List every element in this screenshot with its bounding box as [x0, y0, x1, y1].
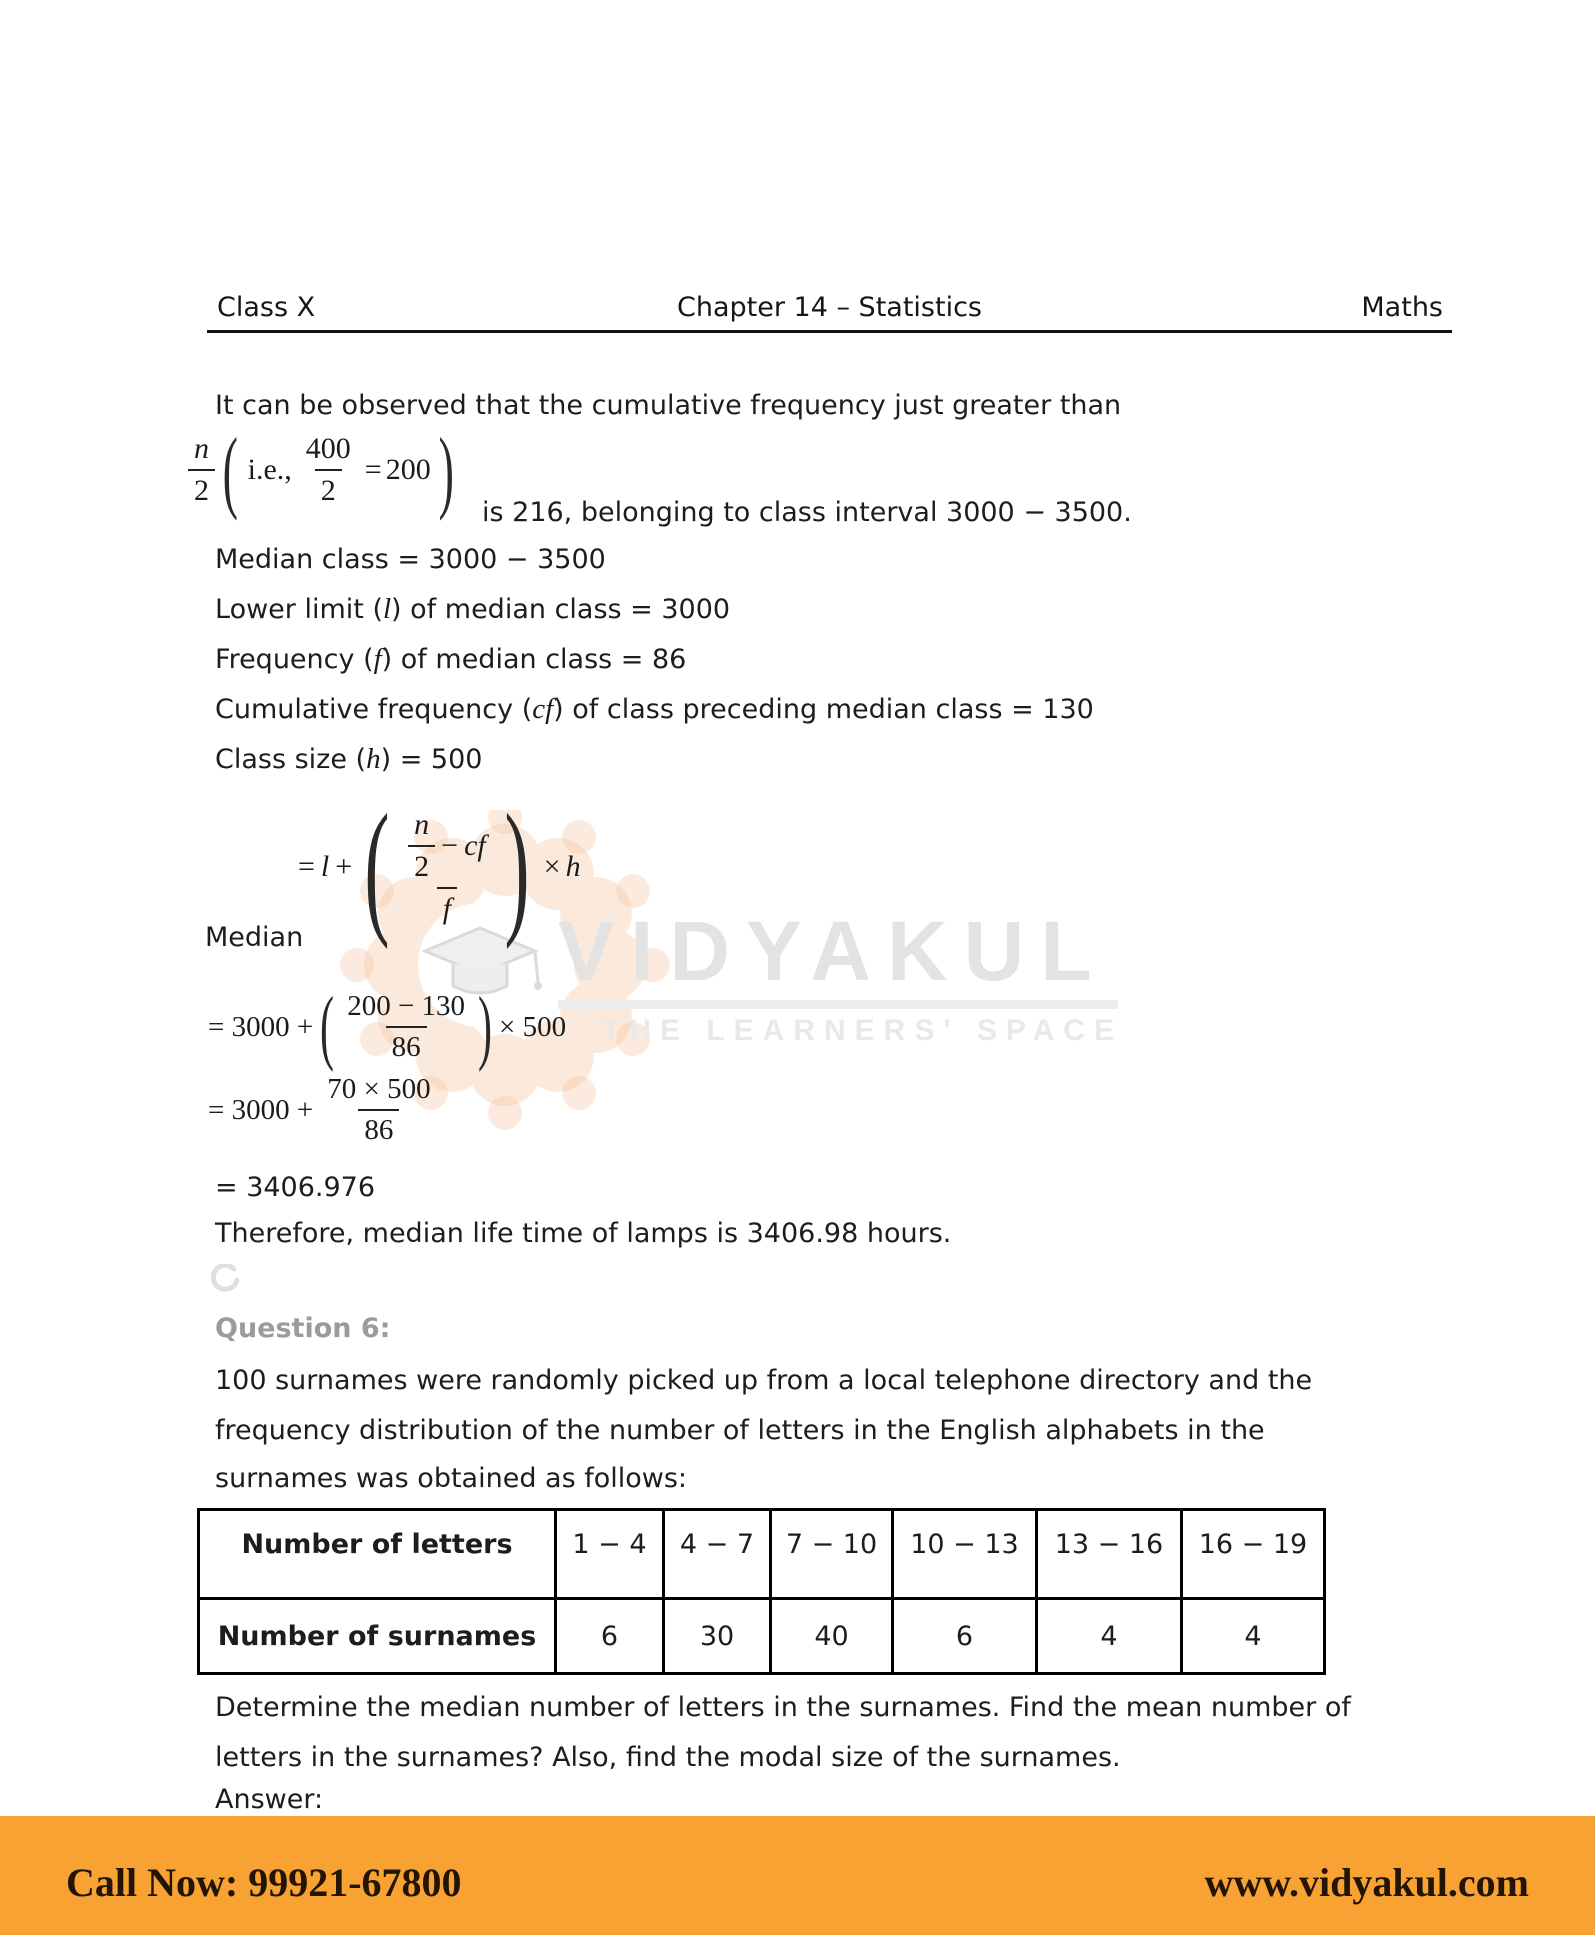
- times-sign: ×: [543, 850, 561, 883]
- left-paren: (: [222, 418, 238, 521]
- question-line-3: surnames was obtained as follows:: [215, 1463, 688, 1494]
- after-formula-text: is 216, belonging to class interval 3000 − 3500.: [482, 497, 1132, 528]
- math-var-l: l: [320, 850, 330, 883]
- right-paren: ): [504, 784, 530, 950]
- math-den-2: 2: [408, 845, 435, 884]
- crescent-mark-icon: [208, 1264, 242, 1302]
- fraction-200-130-86: [341, 990, 471, 1064]
- minus-sign: −: [441, 829, 459, 862]
- math-var-n: n: [414, 808, 430, 841]
- median-formula: [298, 784, 581, 950]
- math-var-cf: cf: [464, 829, 486, 862]
- watermark-underline: [558, 1000, 1118, 1009]
- calc2-denominator: 86: [358, 1109, 399, 1147]
- math-ie: i.e.,: [247, 453, 292, 486]
- fraction-70x500-86: [321, 1073, 436, 1147]
- median-label: Median: [205, 922, 304, 953]
- statement-lower-limit: Lower limit (l) of median class = 3000: [215, 593, 731, 625]
- fraction-n-2: [188, 432, 215, 508]
- table-interval: 10 − 13: [891, 1511, 1035, 1597]
- calc1-times-500: × 500: [499, 1010, 567, 1043]
- statement-class-size: Class size (h) = 500: [215, 743, 483, 775]
- math-equals: =: [364, 453, 382, 486]
- watermark-brand-text: VIDYAKUL: [558, 904, 1108, 998]
- header-rule: [207, 330, 1452, 333]
- question-heading: Question 6:: [215, 1313, 391, 1344]
- conclusion-line: Therefore, median life time of lamps is 3406.98 hours.: [215, 1218, 952, 1249]
- math-num-400: 400: [305, 432, 351, 465]
- calc-step-2: [208, 1068, 437, 1152]
- result-line: = 3406.976: [215, 1172, 376, 1203]
- watermark-tagline-text: THE LEARNERS' SPACE: [602, 1014, 1123, 1047]
- question-line-2: frequency distribution of the number of letters in the English alphabets in the: [215, 1415, 1265, 1446]
- calc-step-1: [208, 980, 567, 1074]
- table-value: 6: [891, 1597, 1035, 1672]
- right-paren: ): [478, 980, 493, 1074]
- table-interval: 7 − 10: [769, 1511, 891, 1597]
- table-interval: 16 − 19: [1180, 1511, 1323, 1597]
- formula-n-over-2: [188, 418, 461, 521]
- inner-fraction-n-2: [408, 808, 435, 884]
- footer-phone: Call Now: 99921-67800: [66, 1860, 462, 1905]
- intro-line: It can be observed that the cumulative frequency just greater than: [215, 390, 1122, 421]
- math-den-2b: 2: [315, 469, 342, 508]
- right-paren: ): [438, 418, 454, 521]
- math-var-n: n: [194, 432, 209, 465]
- left-paren: (: [364, 784, 390, 950]
- statement-cumulative-frequency: Cumulative frequency (cf) of class preceding median class = 130: [215, 693, 1094, 725]
- closing-line-1: Determine the median number of letters in the surnames. Find the mean number of: [215, 1692, 1351, 1723]
- math-val-200: 200: [385, 453, 431, 486]
- fraction-400-2: [300, 432, 357, 508]
- calc2-numerator: 70 × 500: [327, 1073, 431, 1105]
- table-value: 40: [769, 1597, 891, 1672]
- statement-frequency: Frequency (f) of median class = 86: [215, 643, 687, 675]
- table-interval: 4 − 7: [662, 1511, 769, 1597]
- math-var-h: h: [565, 850, 581, 883]
- table-header-letters: Number of letters: [200, 1511, 554, 1597]
- answer-label: Answer:: [215, 1784, 324, 1815]
- table-interval: 13 − 16: [1035, 1511, 1180, 1597]
- table-value: 4: [1035, 1597, 1180, 1672]
- header-subject: Maths: [1361, 292, 1443, 323]
- header-class: Class X: [217, 292, 316, 323]
- table-value: 6: [554, 1597, 662, 1672]
- calc1-numerator: 200 − 130: [347, 990, 466, 1022]
- statement-median-class: Median class = 3000 − 3500: [215, 544, 606, 575]
- header-chapter-title: Chapter 14 – Statistics: [677, 292, 982, 323]
- closing-line-2: letters in the surnames? Also, find the modal size of the surnames.: [215, 1742, 1121, 1773]
- table-header-surnames: Number of surnames: [200, 1597, 554, 1672]
- table-interval: 1 − 4: [554, 1511, 662, 1597]
- question-line-1: 100 surnames were randomly picked up from a local telephone directory and the: [215, 1365, 1313, 1396]
- plus-sign: +: [335, 850, 353, 883]
- math-var-f: f: [437, 887, 457, 926]
- math-den-2: 2: [188, 469, 215, 508]
- frequency-table: [197, 1508, 1326, 1675]
- table-value: 30: [662, 1597, 769, 1672]
- outer-fraction: [402, 808, 492, 926]
- calc1-denominator: 86: [386, 1026, 427, 1064]
- eq-sign: =: [298, 850, 315, 883]
- left-paren: (: [320, 980, 335, 1074]
- calc1-lead: = 3000 +: [208, 1010, 314, 1043]
- calc2-lead: = 3000 +: [208, 1093, 314, 1126]
- footer-website: www.vidyakul.com: [1204, 1860, 1529, 1905]
- footer-bar: [0, 1816, 1595, 1935]
- table-value: 4: [1180, 1597, 1323, 1672]
